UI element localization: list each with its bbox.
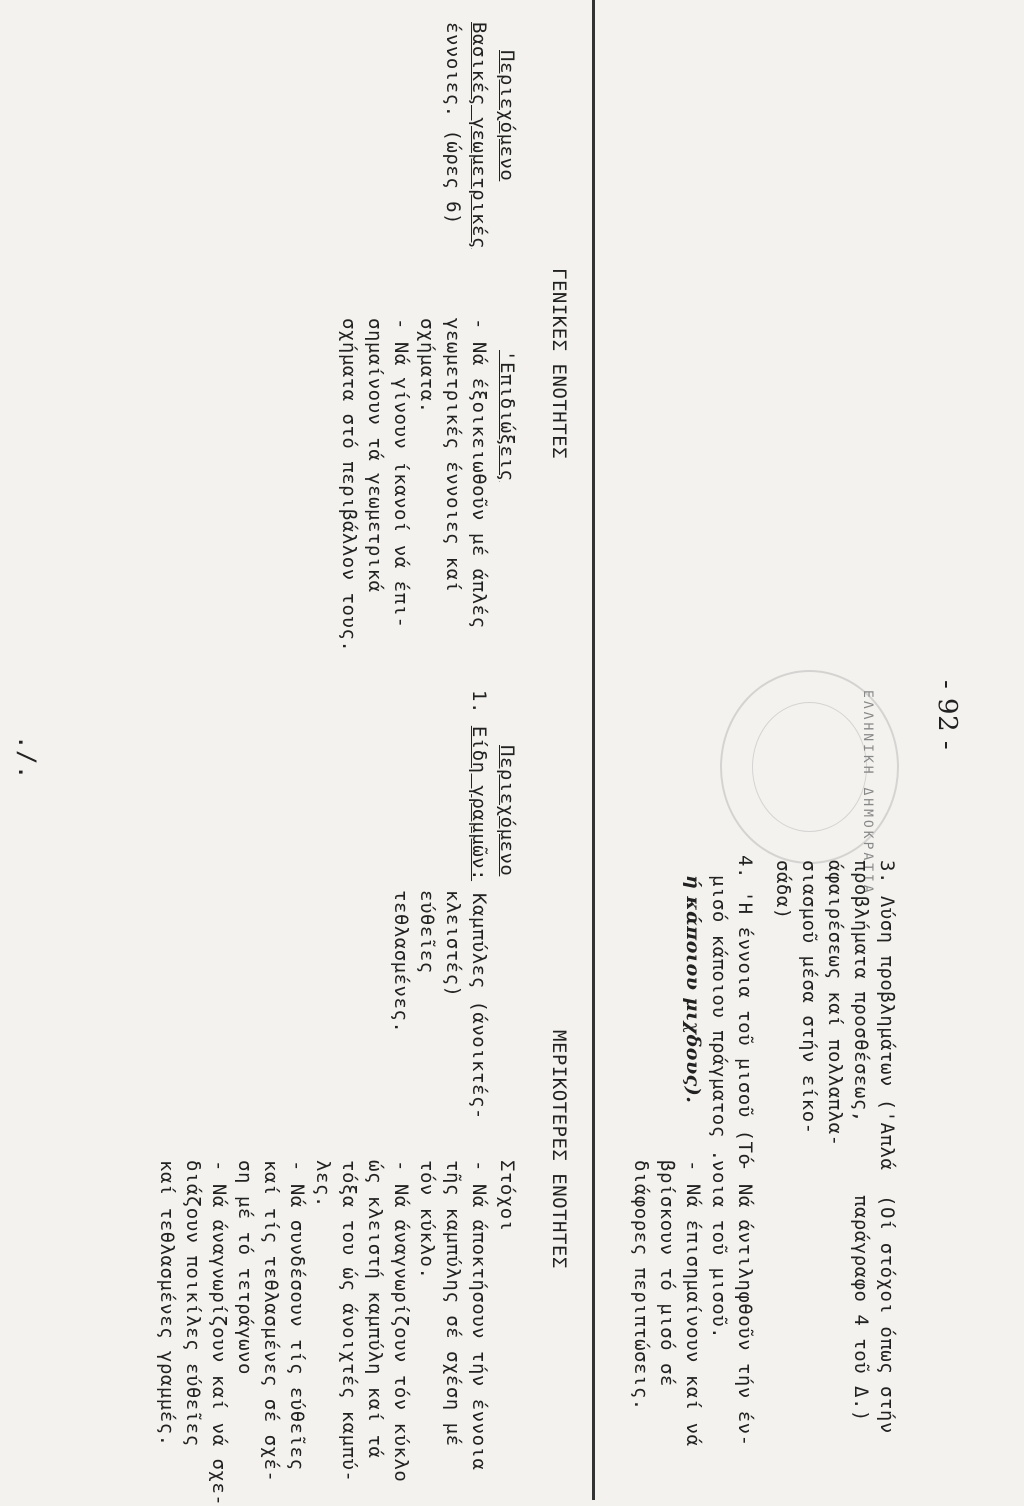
- stamp-text: ΕΛΛΗΝΙΚΗ ΔΗΜΟΚΡΑΤΙΑ: [860, 690, 875, 896]
- item-4-line: μισό κάποιου πράγματος .: [708, 875, 730, 1162]
- item-4-block: [680, 855, 758, 1165]
- item-3-line: σιασμοῦ μέσα στήν είκο-: [798, 860, 820, 1135]
- item-3-block: [770, 860, 900, 1170]
- goals-header: Στόχοι: [496, 1160, 518, 1232]
- item-3-line: 3. Λύση προβλημάτων ('Απλά: [876, 860, 898, 1171]
- general-content-header: Περιεχόμενο: [496, 50, 518, 182]
- general-objectives: - Νά έξοικειωθοῦν μέ άπλές γεωμετρικές έννοιες καί σχήματα. - Νά γίνουν ίκανοί νά έπι- σημαίνουν τά γεωμετρικά σχήματα στό περιβάλλον τους.: [338, 318, 490, 653]
- general-content: Βασικές γεωμετρικές έννοιες. (ώρες 6): [442, 22, 490, 249]
- general-objectives-header: 'Επιδιώξεις: [496, 350, 518, 482]
- item-3-line: σάδα): [772, 860, 794, 920]
- specific-content-header: Περιεχόμενο: [496, 745, 518, 877]
- section-divider: [592, 0, 595, 1500]
- item-1-content: 1. Είδη γραμμῶν: Καμπύλες (άνοικτές- κλειστές) εύθεῖες τεθλασμένες.: [390, 690, 490, 1120]
- item-4-objectives: - Νά άντιληφθοῦν τήν έν- νοια τοῦ μισοῦ. - Νά έπισημαίνουν καί νά βρίσκουν τό μισό σέ διάφορες περιπτώσεις.: [630, 1160, 756, 1447]
- handwritten-annotation: ή κάποιου μιχδους).: [682, 875, 704, 1104]
- item-3-objectives: (Οί στόχοι όπως στήν παράγραφο 4 τοῦ Δ.): [850, 1195, 898, 1434]
- goals-list: - Νά άποκτήσουν τήν έννοια τῆς καμπύλης σέ σχέση μέ τόν κύκλο. - Νά άναγνωρίζουν τόν κύκλο ώς κλειστή καμπύλη καί τά τόξα του ώς άνοιχτές καμπύ- λες. - Νά συνδέσουν τίς εύθεῖες καί τίς τεθλασμένες σέ σχέ- ση μέ τό τετράγωνο - Νά άναγνωρίζουν καί νά σχε- διάζουν ποικίλες εύθεῖες καί τεθλασμένες γραμμές.: [156, 1160, 490, 1506]
- specific-units-heading: ΜΕΡΙΚΟΤΕΡΕΣ ΕΝΟΤΗΤΕΣ: [548, 1030, 570, 1269]
- continuation-mark: ./.: [13, 735, 41, 780]
- page-number: - 92 -: [932, 680, 962, 751]
- item-3-line: προβλήματα προσθέσεως,: [850, 860, 872, 1123]
- item-4-line: 4. 'Η έννοια τοῦ μισοῦ (Τό: [734, 855, 756, 1166]
- item-3-line: άφαιρέσεως καί πολλαπλα-: [824, 860, 846, 1147]
- general-units-heading: ΓΕΝΙΚΕΣ ΕΝΟΤΗΤΕΣ: [548, 268, 570, 460]
